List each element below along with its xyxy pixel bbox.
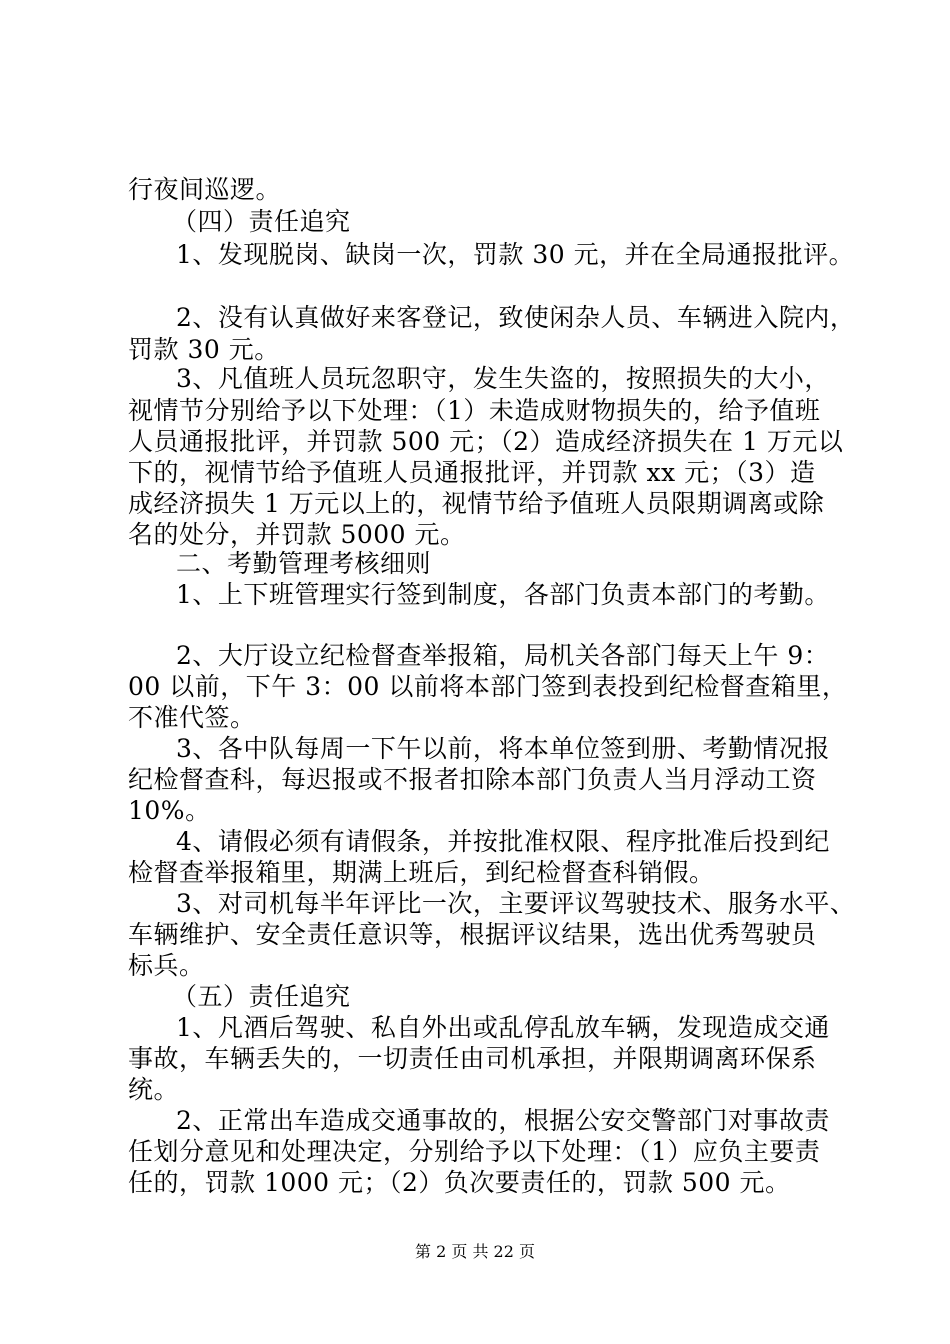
paragraph-line: 统。: [128, 1075, 180, 1104]
paragraph-line: 1、发现脱岗、缺岗一次，罚款 30 元，并在全局通报批评。: [176, 240, 855, 269]
paragraph-line: 任的，罚款 1000 元；（2）负次要责任的，罚款 500 元。: [128, 1168, 791, 1197]
paragraph-line: 成经济损失 1 万元以上的，视情节给予值班人员限期调离或除: [128, 489, 825, 518]
paragraph-line: 行夜间巡逻。: [128, 175, 282, 204]
paragraph-line: 3、对司机每半年评比一次，主要评议驾驶技术、服务水平、: [176, 889, 856, 918]
paragraph-line: 下的，视情节给予值班人员通报批评，并罚款 xx 元；（3）造: [128, 458, 816, 487]
paragraph-line: 2、大厅设立纪检督查举报箱，局机关各部门每天上午 9：: [176, 641, 830, 670]
paragraph-line: 视情节分别给予以下处理：（1）未造成财物损失的，给予值班: [128, 396, 821, 425]
paragraph-line: 任划分意见和处理决定，分别给予以下处理：（1）应负主要责: [128, 1137, 821, 1166]
paragraph-line: 10%。: [128, 796, 211, 825]
paragraph-line: 车辆维护、安全责任意识等，根据评议结果，选出优秀驾驶员: [128, 920, 817, 949]
paragraph-line: 罚款 30 元。: [128, 335, 280, 364]
paragraph-line: 2、没有认真做好来客登记，致使闲杂人员、车辆进入院内，: [176, 303, 856, 332]
paragraph-line: 标兵。: [128, 951, 205, 980]
paragraph-line: 人员通报批评，并罚款 500 元；（2）造成经济损失在 1 万元以: [128, 427, 844, 456]
paragraph-line: 1、上下班管理实行签到制度，各部门负责本部门的考勤。: [176, 580, 830, 609]
paragraph-line: 不准代签。: [128, 703, 256, 732]
paragraph-line: 3、凡值班人员玩忽职守，发生失盗的，按照损失的大小，: [176, 364, 830, 393]
paragraph-line: 事故，车辆丢失的，一切责任由司机承担，并限期调离环保系: [128, 1044, 817, 1073]
paragraph-line: 1、凡酒后驾驶、私自外出或乱停乱放车辆，发现造成交通: [176, 1013, 830, 1042]
section-heading: （四）责任追究: [172, 207, 351, 236]
paragraph-line: 名的处分，并罚款 5000 元。: [128, 520, 466, 549]
paragraph-line: 4、请假必须有请假条，并按批准权限、程序批准后投到纪: [176, 827, 830, 856]
section-heading: 二、考勤管理考核细则: [176, 549, 432, 578]
page-footer: 第 2 页 共 22 页: [415, 1242, 535, 1261]
paragraph-line: 纪检督查科，每迟报或不报者扣除本部门负责人当月浮动工资: [128, 765, 817, 794]
section-heading: （五）责任追究: [172, 982, 351, 1011]
paragraph-line: 2、正常出车造成交通事故的，根据公安交警部门对事故责: [176, 1106, 830, 1135]
paragraph-line: 3、各中队每周一下午以前，将本单位签到册、考勤情况报: [176, 734, 830, 763]
paragraph-line: 检督查举报箱里，期满上班后，到纪检督查科销假。: [128, 858, 715, 887]
paragraph-line: 00 以前，下午 3：00 以前将本部门签到表投到纪检督查箱里，: [128, 672, 848, 701]
